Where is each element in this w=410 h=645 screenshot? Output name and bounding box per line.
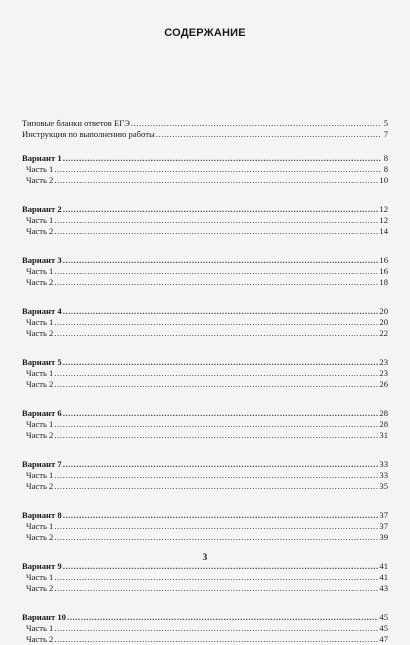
dot-leader	[54, 164, 381, 175]
toc-entry-label: Часть 2	[26, 175, 54, 185]
dot-leader	[54, 277, 378, 288]
dot-leader	[54, 583, 378, 594]
toc-entry-page: 28	[379, 408, 388, 418]
dot-leader	[63, 510, 379, 521]
toc-entry-variant	[22, 357, 388, 368]
toc-entry-page: 8	[383, 164, 388, 174]
toc-entry-page: 23	[379, 357, 388, 367]
dot-leader	[63, 408, 379, 419]
toc-entry-page: 37	[379, 521, 388, 531]
toc-entry-part	[22, 328, 388, 339]
toc-entry-label: Часть 1	[26, 623, 54, 633]
dot-leader	[63, 255, 379, 266]
toc-entry-label: Часть 2	[26, 532, 54, 542]
toc-entry-label: Часть 1	[26, 164, 54, 174]
toc-entry-label: Часть 2	[26, 583, 54, 593]
spacer	[22, 186, 388, 204]
dot-leader	[67, 612, 378, 623]
dot-leader	[54, 623, 378, 634]
toc-entry-variant	[22, 612, 388, 623]
toc-entry-label: Часть 1	[26, 317, 54, 327]
toc-entry-label: Часть 1	[26, 572, 54, 582]
toc-entry-page: 26	[379, 379, 388, 389]
toc-entry-part	[22, 532, 388, 543]
toc-entry-page: 31	[379, 430, 388, 440]
dot-leader	[131, 118, 381, 129]
toc-entry-label: Часть 2	[26, 277, 54, 287]
toc-entry-part	[22, 583, 388, 594]
dot-leader	[63, 459, 379, 470]
toc-entry-label: Часть 1	[26, 266, 54, 276]
toc-entry-page: 33	[379, 470, 388, 480]
dot-leader	[63, 306, 379, 317]
toc-entry-page: 37	[379, 510, 388, 520]
dot-leader	[54, 328, 378, 339]
table-of-contents	[22, 118, 388, 645]
dot-leader	[54, 470, 378, 481]
toc-entry-part	[22, 164, 388, 175]
toc-entry-page: 33	[379, 459, 388, 469]
toc-entry-page: 7	[383, 129, 388, 139]
toc-entry-part	[22, 215, 388, 226]
toc-entry-part	[22, 419, 388, 430]
toc-entry-page: 23	[379, 368, 388, 378]
spacer	[22, 237, 388, 255]
toc-entry-page: 22	[379, 328, 388, 338]
toc-entry-label: Вариант 6	[22, 408, 62, 418]
toc-entry-label: Часть 2	[26, 481, 54, 491]
dot-leader	[63, 204, 379, 215]
toc-entry-part	[22, 470, 388, 481]
toc-entry-label: Часть 2	[26, 430, 54, 440]
toc-entry-part	[22, 572, 388, 583]
dot-leader	[54, 430, 378, 441]
toc-entry-part	[22, 317, 388, 328]
toc-entry-part	[22, 481, 388, 492]
toc-entry-variant	[22, 459, 388, 470]
toc-entry-page: 18	[379, 277, 388, 287]
toc-entry-label: Часть 1	[26, 368, 54, 378]
toc-entry-label: Часть 2	[26, 328, 54, 338]
dot-leader	[54, 572, 378, 583]
toc-entry-label: Вариант 5	[22, 357, 62, 367]
toc-entry-label: Часть 2	[26, 226, 54, 236]
dot-leader	[54, 379, 378, 390]
toc-entry-variant	[22, 561, 388, 572]
toc-entry-variant	[22, 204, 388, 215]
toc-entry-page: 35	[379, 481, 388, 491]
toc-entry-label: Типовые бланки ответов ЕГЭ	[22, 118, 130, 128]
toc-entry-part	[22, 430, 388, 441]
dot-leader	[54, 419, 378, 430]
toc-entry-label: Вариант 9	[22, 561, 62, 571]
dot-leader	[54, 266, 378, 277]
toc-entry-page: 12	[379, 215, 388, 225]
toc-entry-label: Вариант 8	[22, 510, 62, 520]
dot-leader	[63, 357, 379, 368]
toc-entry-label: Часть 1	[26, 419, 54, 429]
dot-leader	[54, 634, 378, 645]
dot-leader	[54, 481, 378, 492]
toc-entry-page: 20	[379, 306, 388, 316]
toc-entry-page: 45	[379, 623, 388, 633]
dot-leader	[54, 521, 378, 532]
variants-list	[22, 140, 388, 645]
toc-entry-page: 47	[379, 634, 388, 644]
toc-entry-label: Вариант 10	[22, 612, 66, 622]
toc-entry-label: Вариант 4	[22, 306, 62, 316]
toc-entry-part	[22, 623, 388, 634]
spacer	[22, 441, 388, 459]
toc-entry-part	[22, 266, 388, 277]
toc-entry-label: Часть 1	[26, 521, 54, 531]
dot-leader	[54, 215, 378, 226]
toc-entry-page: 16	[379, 266, 388, 276]
toc-entry-variant	[22, 255, 388, 266]
toc-entry-part	[22, 379, 388, 390]
toc-entry-page: 5	[383, 118, 388, 128]
toc-entry-label: Часть 1	[26, 215, 54, 225]
toc-entry-part	[22, 634, 388, 645]
dot-leader	[54, 532, 378, 543]
dot-leader	[63, 561, 379, 572]
spacer	[22, 594, 388, 612]
toc-entry-page: 41	[379, 561, 388, 571]
toc-entry-page: 28	[379, 419, 388, 429]
toc-entry-page: 43	[379, 583, 388, 593]
toc-entry-variant	[22, 153, 388, 164]
toc-entry-answer-forms	[22, 118, 388, 129]
dot-leader	[54, 175, 378, 186]
spacer	[22, 140, 388, 153]
toc-entry-instructions	[22, 129, 388, 140]
toc-entry-label: Вариант 1	[22, 153, 62, 163]
toc-entry-part	[22, 368, 388, 379]
toc-entry-label: Часть 1	[26, 470, 54, 480]
toc-entry-page: 12	[379, 204, 388, 214]
toc-entry-page: 10	[379, 175, 388, 185]
page-title: СОДЕРЖАНИЕ	[164, 27, 246, 39]
toc-entry-label: Инструкция по выполнению работы	[22, 129, 155, 139]
toc-entry-label: Часть 2	[26, 379, 54, 389]
toc-entry-part	[22, 226, 388, 237]
dot-leader	[156, 129, 381, 140]
toc-entry-label: Вариант 2	[22, 204, 62, 214]
spacer	[22, 288, 388, 306]
toc-entry-page: 14	[379, 226, 388, 236]
toc-entry-page: 16	[379, 255, 388, 265]
toc-entry-page: 39	[379, 532, 388, 542]
toc-entry-variant	[22, 510, 388, 521]
toc-entry-page: 20	[379, 317, 388, 327]
dot-leader	[63, 153, 381, 164]
spacer	[22, 339, 388, 357]
dot-leader	[54, 368, 378, 379]
dot-leader	[54, 226, 378, 237]
dot-leader	[54, 317, 378, 328]
toc-entry-page: 45	[379, 612, 388, 622]
toc-entry-page: 8	[383, 153, 388, 163]
toc-entry-label: Часть 2	[26, 634, 54, 644]
toc-entry-page: 41	[379, 572, 388, 582]
toc-entry-variant	[22, 306, 388, 317]
toc-entry-label: Вариант 3	[22, 255, 62, 265]
toc-entry-part	[22, 277, 388, 288]
page-number: 3	[202, 552, 208, 562]
spacer	[22, 492, 388, 510]
toc-entry-variant	[22, 408, 388, 419]
toc-entry-label: Вариант 7	[22, 459, 62, 469]
toc-entry-part	[22, 175, 388, 186]
toc-entry-part	[22, 521, 388, 532]
spacer	[22, 390, 388, 408]
